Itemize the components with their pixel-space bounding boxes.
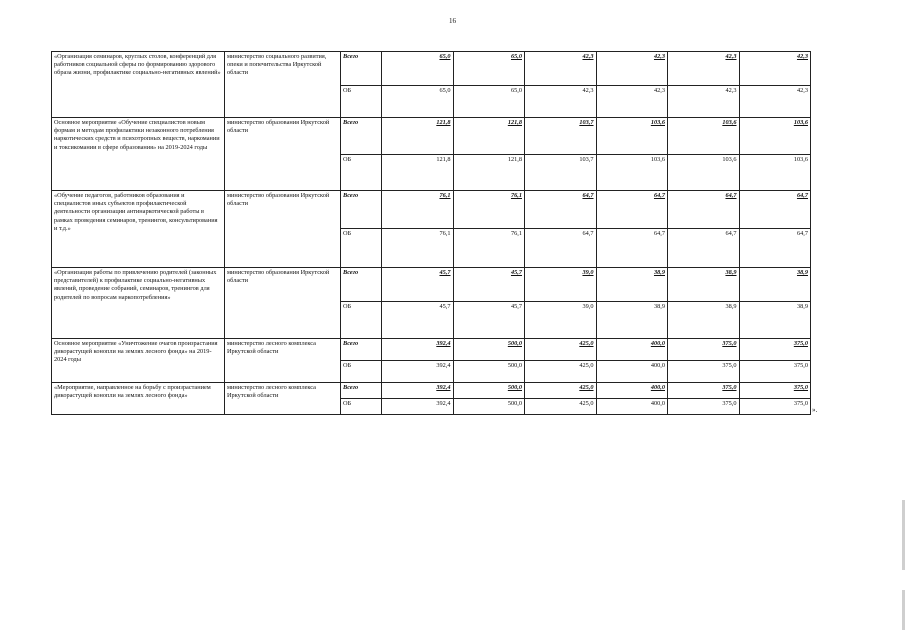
total-amount-cell: 425,0 [525,383,597,399]
responsible-executor: министерство образования Иркутской области [225,191,341,268]
total-amount-cell: 375,0 [739,339,811,361]
total-amount-cell: 42,3 [739,52,811,86]
funding-source-total: Всего [341,383,382,399]
ob-amount-cell: 64,7 [596,229,668,268]
table-row [52,118,811,155]
ob-amount-cell: 500,0 [453,361,525,383]
funding-source-ob: ОБ [341,155,382,191]
page-number: 16 [449,17,456,25]
total-amount-cell: 375,0 [668,339,740,361]
ob-amount-cell: 392,4 [382,361,454,383]
total-amount-cell: 42,3 [668,52,740,86]
total-amount-cell: 500,0 [453,383,525,399]
ob-amount-cell: 121,8 [382,155,454,191]
total-amount-cell: 392,4 [382,339,454,361]
total-amount-cell: 65,0 [382,52,454,86]
funding-source-ob: ОБ [341,86,382,118]
total-amount-cell: 64,7 [668,191,740,229]
table-row [52,339,811,361]
total-amount-cell: 121,8 [453,118,525,155]
responsible-executor: министерство образования Иркутской области [225,268,341,339]
table-row [52,383,811,399]
total-amount-cell: 103,6 [739,118,811,155]
total-amount-cell: 375,0 [668,383,740,399]
activity-title: Основное мероприятие «Обучение специалистов новым формам и методам профилактики незаконного потребления наркотических средств и психотропных веществ, наркомании и токсикомании в сфере образования» на 2019-2024 годы [52,118,225,191]
ob-amount-cell: 76,1 [382,229,454,268]
ob-amount-cell: 375,0 [668,361,740,383]
ob-amount-cell: 45,7 [453,302,525,339]
ob-amount-cell: 38,9 [596,302,668,339]
total-amount-cell: 121,8 [382,118,454,155]
total-amount-cell: 42,3 [596,52,668,86]
ob-amount-cell: 425,0 [525,361,597,383]
funding-source-ob: ОБ [341,229,382,268]
ob-amount-cell: 38,9 [739,302,811,339]
ob-amount-cell: 375,0 [739,399,811,415]
funding-source-ob: ОБ [341,361,382,383]
ob-amount-cell: 103,6 [739,155,811,191]
total-amount-cell: 39,0 [525,268,597,302]
ob-amount-cell: 42,3 [596,86,668,118]
ob-amount-cell: 375,0 [739,361,811,383]
responsible-executor: министерство лесного комплекса Иркутской области [225,339,341,383]
activity-title: «Организация работы по привлечению родителей (законных представителей) к профилактике социально-негативных явлений, проведение собраний, семинаров, тренингов для родителей по вопросам наркопотребления» [52,268,225,339]
total-amount-cell: 64,7 [596,191,668,229]
closing-quote-mark: ». [812,406,818,414]
ob-amount-cell: 392,4 [382,399,454,415]
ob-amount-cell: 76,1 [453,229,525,268]
total-amount-cell: 400,0 [596,383,668,399]
total-amount-cell: 65,0 [453,52,525,86]
total-amount-cell: 103,6 [596,118,668,155]
activity-title: «Организация семинаров, круглых столов, конференций для работников социальной сферы по формированию здорового образа жизни, профилактике социально-негативных явлений» [52,52,225,118]
total-amount-cell: 76,1 [382,191,454,229]
ob-amount-cell: 38,9 [668,302,740,339]
responsible-executor: министерство социального развития, опеки и попечительства Иркутской области [225,52,341,118]
funding-source-total: Всего [341,52,382,86]
ob-amount-cell: 400,0 [596,399,668,415]
ob-amount-cell: 121,8 [453,155,525,191]
activity-title: «Мероприятие, направленное на борьбу с произрастанием дикорастущей конопли на землях лесного фонда» [52,383,225,415]
total-amount-cell: 500,0 [453,339,525,361]
total-amount-cell: 38,9 [596,268,668,302]
ob-amount-cell: 375,0 [668,399,740,415]
ob-amount-cell: 103,6 [668,155,740,191]
ob-amount-cell: 103,7 [525,155,597,191]
ob-amount-cell: 64,7 [525,229,597,268]
total-amount-cell: 392,4 [382,383,454,399]
ob-amount-cell: 42,3 [525,86,597,118]
total-amount-cell: 38,9 [739,268,811,302]
ob-amount-cell: 64,7 [668,229,740,268]
funding-source-ob: ОБ [341,399,382,415]
ob-amount-cell: 425,0 [525,399,597,415]
table-row [52,52,811,86]
responsible-executor: министерство образования Иркутской области [225,118,341,191]
total-amount-cell: 38,9 [668,268,740,302]
funding-source-ob: ОБ [341,302,382,339]
table-row [52,191,811,229]
ob-amount-cell: 400,0 [596,361,668,383]
ob-amount-cell: 42,3 [739,86,811,118]
responsible-executor: министерство лесного комплекса Иркутской области [225,383,341,415]
total-amount-cell: 64,7 [525,191,597,229]
total-amount-cell: 425,0 [525,339,597,361]
total-amount-cell: 45,7 [382,268,454,302]
ob-amount-cell: 45,7 [382,302,454,339]
funding-source-total: Всего [341,191,382,229]
total-amount-cell: 400,0 [596,339,668,361]
ob-amount-cell: 103,6 [596,155,668,191]
total-amount-cell: 64,7 [739,191,811,229]
ob-amount-cell: 42,3 [668,86,740,118]
funding-source-total: Всего [341,118,382,155]
ob-amount-cell: 65,0 [453,86,525,118]
ob-amount-cell: 500,0 [453,399,525,415]
funding-source-total: Всего [341,268,382,302]
ob-amount-cell: 39,0 [525,302,597,339]
budget-table [51,51,811,415]
activity-title: «Обучение педагогов, работников образования и специалистов иных субъектов профилактической деятельности организации антинаркотической работы в рамках проведения семинаров, тренингов, консультирования и т.д.» [52,191,225,268]
table-row [52,268,811,302]
total-amount-cell: 103,6 [668,118,740,155]
ob-amount-cell: 64,7 [739,229,811,268]
total-amount-cell: 45,7 [453,268,525,302]
total-amount-cell: 103,7 [525,118,597,155]
activity-title: Основное мероприятие «Уничтожение очагов произрастания дикорастущей конопли на землях лесного фонда» на 2019-2024 годы [52,339,225,383]
total-amount-cell: 76,1 [453,191,525,229]
ob-amount-cell: 65,0 [382,86,454,118]
total-amount-cell: 42,3 [525,52,597,86]
funding-source-total: Всего [341,339,382,361]
total-amount-cell: 375,0 [739,383,811,399]
